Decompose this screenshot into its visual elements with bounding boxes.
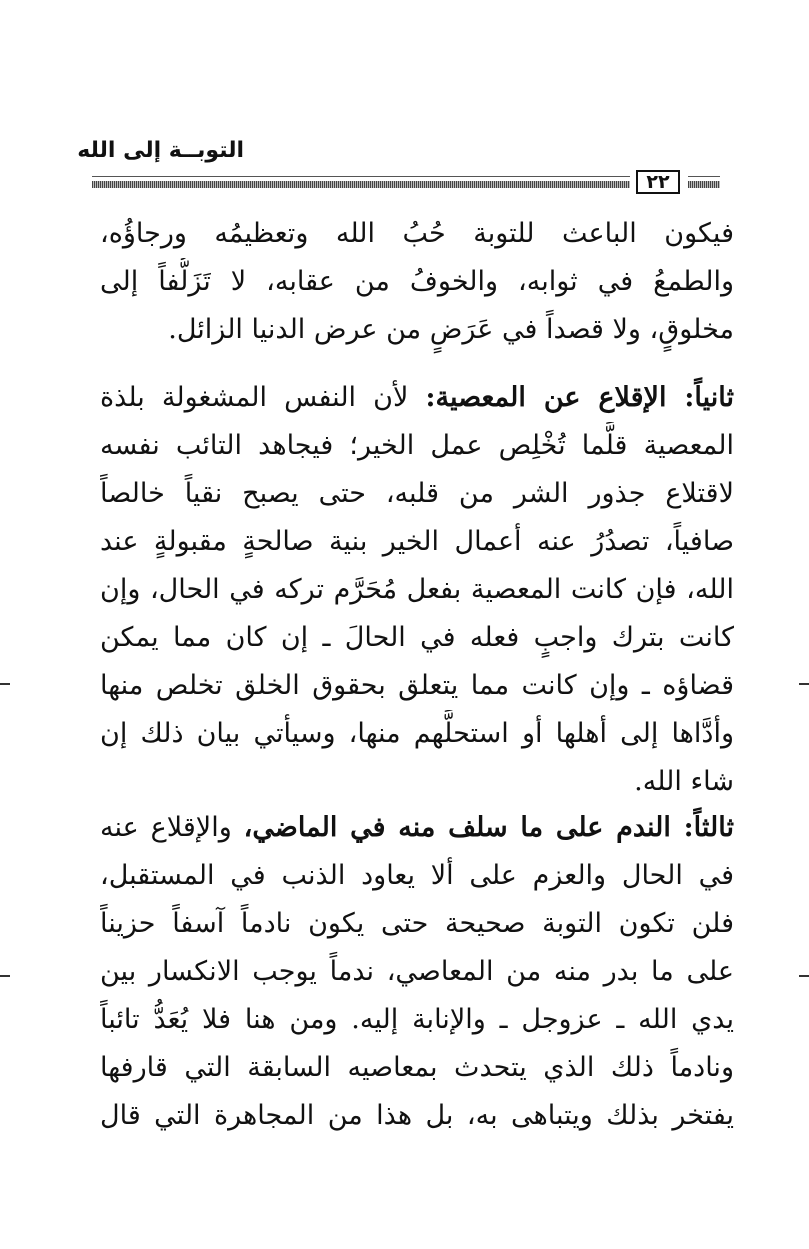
text-line: فلن تكون التوبة صحيحة حتى يكون نادماً آسفاً حزيناً <box>100 908 734 939</box>
text-line <box>100 374 734 422</box>
text-line: مخلوقٍ، ولا قصداً في عَرَضٍ من عرض الدنيا الزائل. <box>168 314 734 345</box>
margin-mark <box>0 975 10 977</box>
text-line: كانت بترك واجبٍ فعله في الحالَ ـ إن كان مما يمكن <box>100 622 734 653</box>
text-fragment: والإقلاع عنه <box>100 812 232 843</box>
text-line: الله، فإن كانت المعصية بفعل مُحَرَّم تركه في الحال، وإن <box>100 574 734 605</box>
text-line: قضاؤه ـ وإن كانت مما يتعلق بحقوق الخلق تخلص منها <box>100 670 734 701</box>
text-line: المعصية قلَّما تُخْلِص عمل الخير؛ فيجاهد التائب نفسه <box>100 430 734 461</box>
header-rule <box>92 181 630 188</box>
paragraph-2 <box>100 374 734 806</box>
text-line: والطمعُ في ثوابه، والخوفُ من عقابه، لا تَزَلُّفاً إلى <box>100 266 734 297</box>
running-title: التوبــة إلى الله <box>77 138 244 163</box>
header-rule-short <box>688 181 720 188</box>
paragraph-1 <box>100 210 734 354</box>
paragraph-3 <box>100 804 734 1140</box>
text-line: وأدَّاها إلى أهلها أو استحلَّهم منها، وسيأتي بيان ذلك إن <box>100 718 734 749</box>
text-line: يفتخر بذلك ويتباهى به، بل هذا من المجاهرة التي قال <box>100 1100 734 1131</box>
text-line <box>100 804 734 852</box>
text-line: صافياً، تصدُرُ عنه أعمال الخير بنية صالحةٍ مقبولةٍ عند <box>100 526 734 557</box>
text-line: ونادماً ذلك الذي يتحدث بمعاصيه السابقة التي قارفها <box>100 1052 734 1083</box>
text-fragment: لأن النفس المشغولة بلذة <box>100 382 409 413</box>
section-heading: ثانياً: الإقلاع عن المعصية: <box>425 382 734 413</box>
text-line: في الحال والعزم على ألا يعاود الذنب في المستقبل، <box>100 860 734 891</box>
margin-mark <box>799 975 809 977</box>
text-line: فيكون الباعث للتوبة حُبُ الله وتعظيمُه ورجاؤُه، <box>100 218 734 249</box>
text-line: يدي الله ـ عزوجل ـ والإنابة إليه. ومن هنا فلا يُعَدُّ تائباً <box>100 1004 734 1035</box>
page-number: ٢٢ <box>636 170 680 194</box>
text-line: على ما بدر منه من المعاصي، ندماً يوجب الانكسار بين <box>100 956 734 987</box>
margin-mark <box>0 683 10 685</box>
section-heading: ثالثاً: الندم على ما سلف منه في الماضي، <box>243 812 734 843</box>
text-line: شاء الله. <box>634 766 734 797</box>
text-line: لاقتلاع جذور الشر من قلبه، حتى يصبح نقياً خالصاً <box>100 478 734 509</box>
margin-mark <box>799 683 809 685</box>
